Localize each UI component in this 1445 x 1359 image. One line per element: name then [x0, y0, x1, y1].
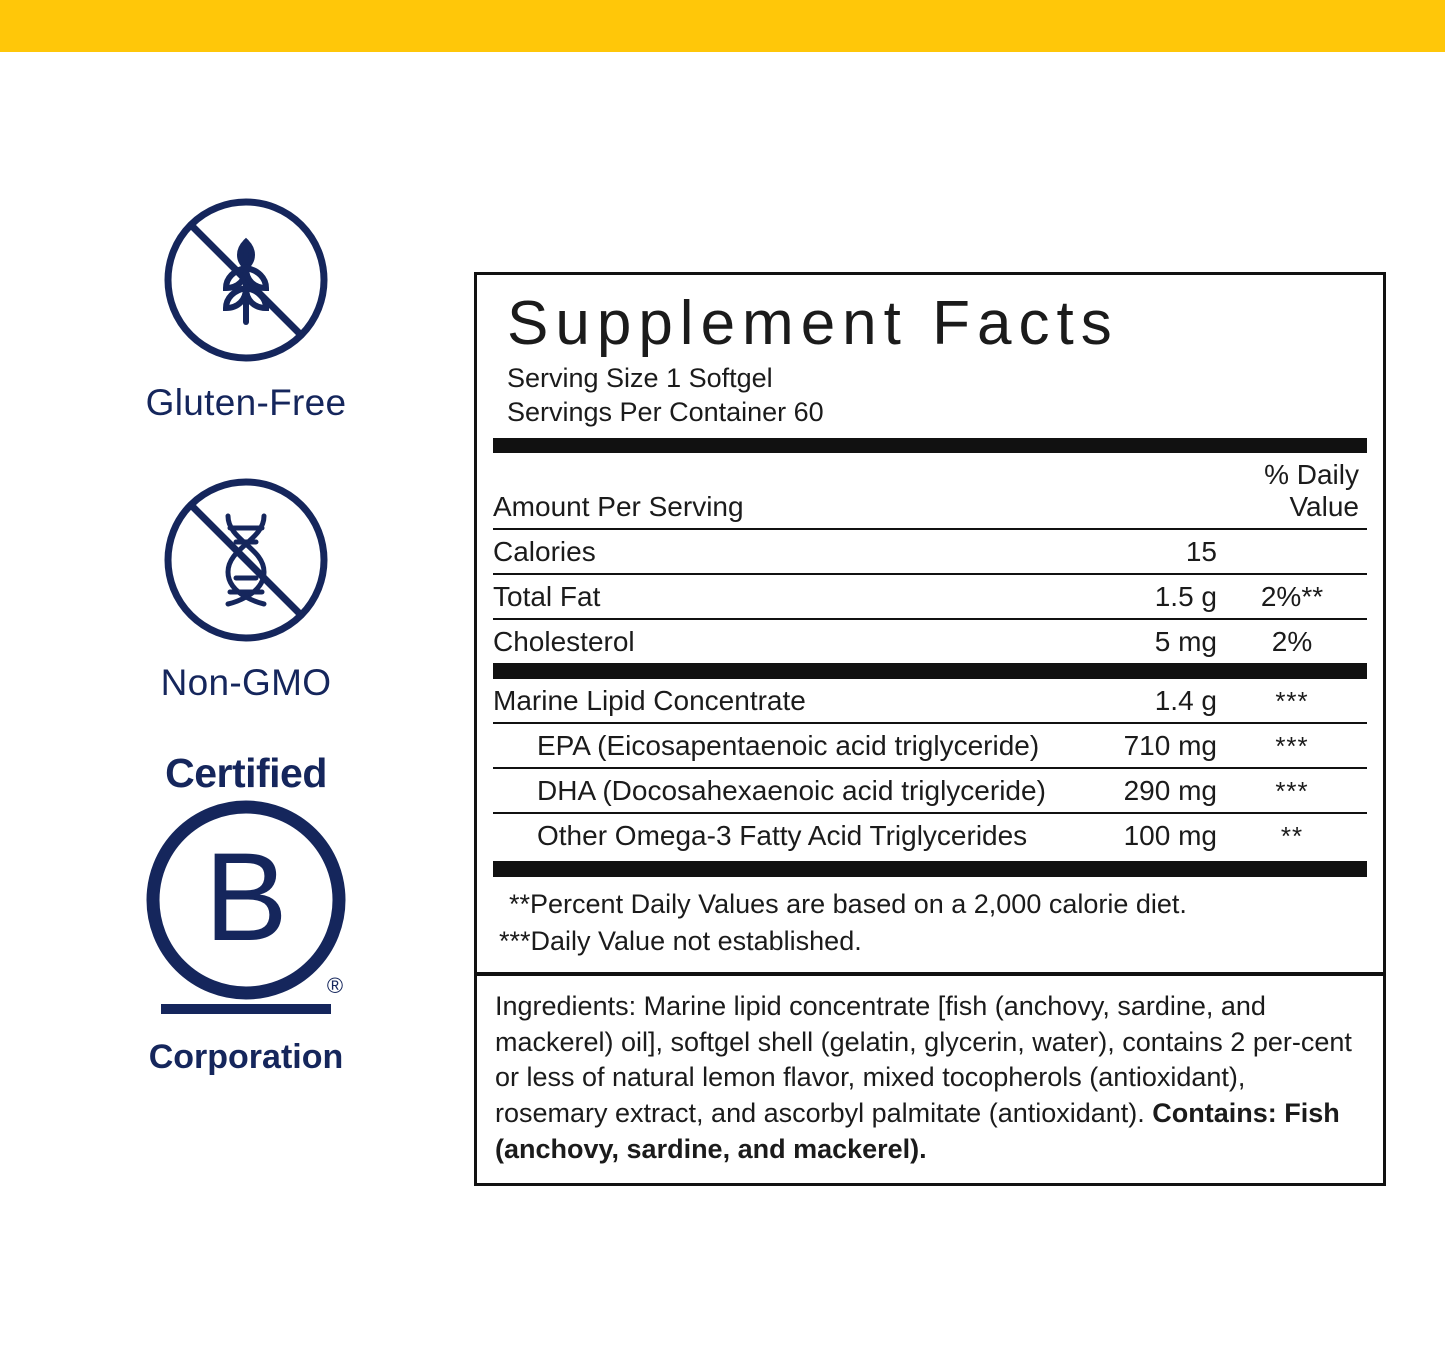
- nutrient-name: Calories: [493, 529, 1047, 574]
- nutrient-name: EPA (Eicosapentaenoic acid triglyceride): [493, 723, 1047, 768]
- ingredients-text: Ingredients: Marine lipid concentrate [fish (anchovy, sardine, and mackerel) oil], softgel shell (gelatin, glycerin, water), contains 2 per-cent or less of natural lemon flavor, mixed tocopherols (antioxidant), rosemary extract, and ascorbyl palmitate (antioxidant).: [495, 991, 1352, 1128]
- amount-per-serving-header: Amount Per Serving: [493, 453, 1217, 529]
- nutrient-amount: 290 mg: [1047, 768, 1217, 813]
- footnote-percent-daily-values: **Percent Daily Values are based on a 2,000 calorie diet.: [509, 888, 1187, 919]
- facts-table: [493, 453, 1367, 663]
- badge-bcorp-bottom-label: Corporation: [148, 1038, 344, 1076]
- nutrient-name: Other Omega-3 Fatty Acid Triglycerides: [537, 819, 1028, 851]
- table-row: [493, 813, 1367, 857]
- facts-rule-mid: [493, 663, 1367, 679]
- badge-gluten-free-label: Gluten-Free: [145, 382, 347, 423]
- ingredients-contains-value: Fish (anchovy, sardine, and mackerel).: [495, 1097, 1340, 1164]
- nutrient-dv: ***: [1217, 723, 1367, 768]
- table-row: [493, 619, 1367, 663]
- ingredients-panel: [474, 972, 1386, 1186]
- facts-rule-bottom: [493, 861, 1367, 877]
- badge-b-corporation: [139, 750, 354, 1077]
- table-row: [493, 529, 1367, 574]
- nutrient-name: Marine Lipid Concentrate: [493, 679, 1047, 723]
- wheat-crossed-circle-icon: [156, 190, 336, 370]
- nutrient-amount: 1.4 g: [1047, 679, 1217, 723]
- ingredients-contains-label: Contains:: [1152, 1097, 1277, 1128]
- nutrient-dv: 2%**: [1217, 574, 1367, 619]
- nutrient-amount: 5 mg: [1154, 625, 1217, 657]
- nutrient-dv: ***: [1217, 679, 1367, 723]
- nutrient-name: Total Fat: [493, 574, 1047, 619]
- nutrient-amount: 100 mg: [1123, 819, 1217, 851]
- table-row: [493, 574, 1367, 619]
- nutrient-amount: 1.5 g: [1047, 574, 1217, 619]
- footnote-daily-value-not-established: ***Daily Value not established.: [499, 925, 862, 956]
- badge-non-gmo-label: Non-GMO: [160, 662, 332, 703]
- badge-bcorp-top-label: Certified: [165, 750, 327, 796]
- nutrient-dv: ***: [1217, 768, 1367, 813]
- badge-gluten-free: [146, 190, 347, 424]
- serving-size-line: Serving Size 1 Softgel: [507, 363, 773, 394]
- nutrient-amount: 15: [1047, 529, 1217, 574]
- nutrient-dv: 2%: [1271, 625, 1313, 657]
- nutrient-name: DHA (Docosahexaenoic acid triglyceride): [493, 768, 1047, 813]
- facts-table-omega: [493, 679, 1367, 857]
- b-corp-icon: [139, 797, 354, 1032]
- dna-crossed-circle-icon: [156, 470, 336, 650]
- nutrient-name: Cholesterol: [493, 625, 635, 657]
- svg-text:B: B: [203, 828, 288, 967]
- svg-text:®: ®: [326, 973, 343, 998]
- nutrient-dv: **: [1280, 820, 1304, 851]
- table-row: [493, 723, 1367, 768]
- supplement-facts-title: Supplement Facts: [507, 289, 1119, 358]
- servings-per-container-line: Servings Per Container 60: [507, 396, 824, 427]
- facts-table-header-row: [493, 453, 1367, 529]
- supplement-facts-panel: [474, 272, 1386, 976]
- daily-value-header: % Daily Value: [1217, 453, 1367, 529]
- nutrient-dv: [1217, 529, 1367, 574]
- table-row: [493, 768, 1367, 813]
- table-row: [493, 679, 1367, 723]
- badge-non-gmo: [156, 470, 336, 704]
- top-accent-bar: [0, 0, 1445, 52]
- facts-rule-thick-top: [493, 438, 1367, 453]
- certification-badge-column: [86, 190, 406, 1077]
- nutrient-amount: 710 mg: [1047, 723, 1217, 768]
